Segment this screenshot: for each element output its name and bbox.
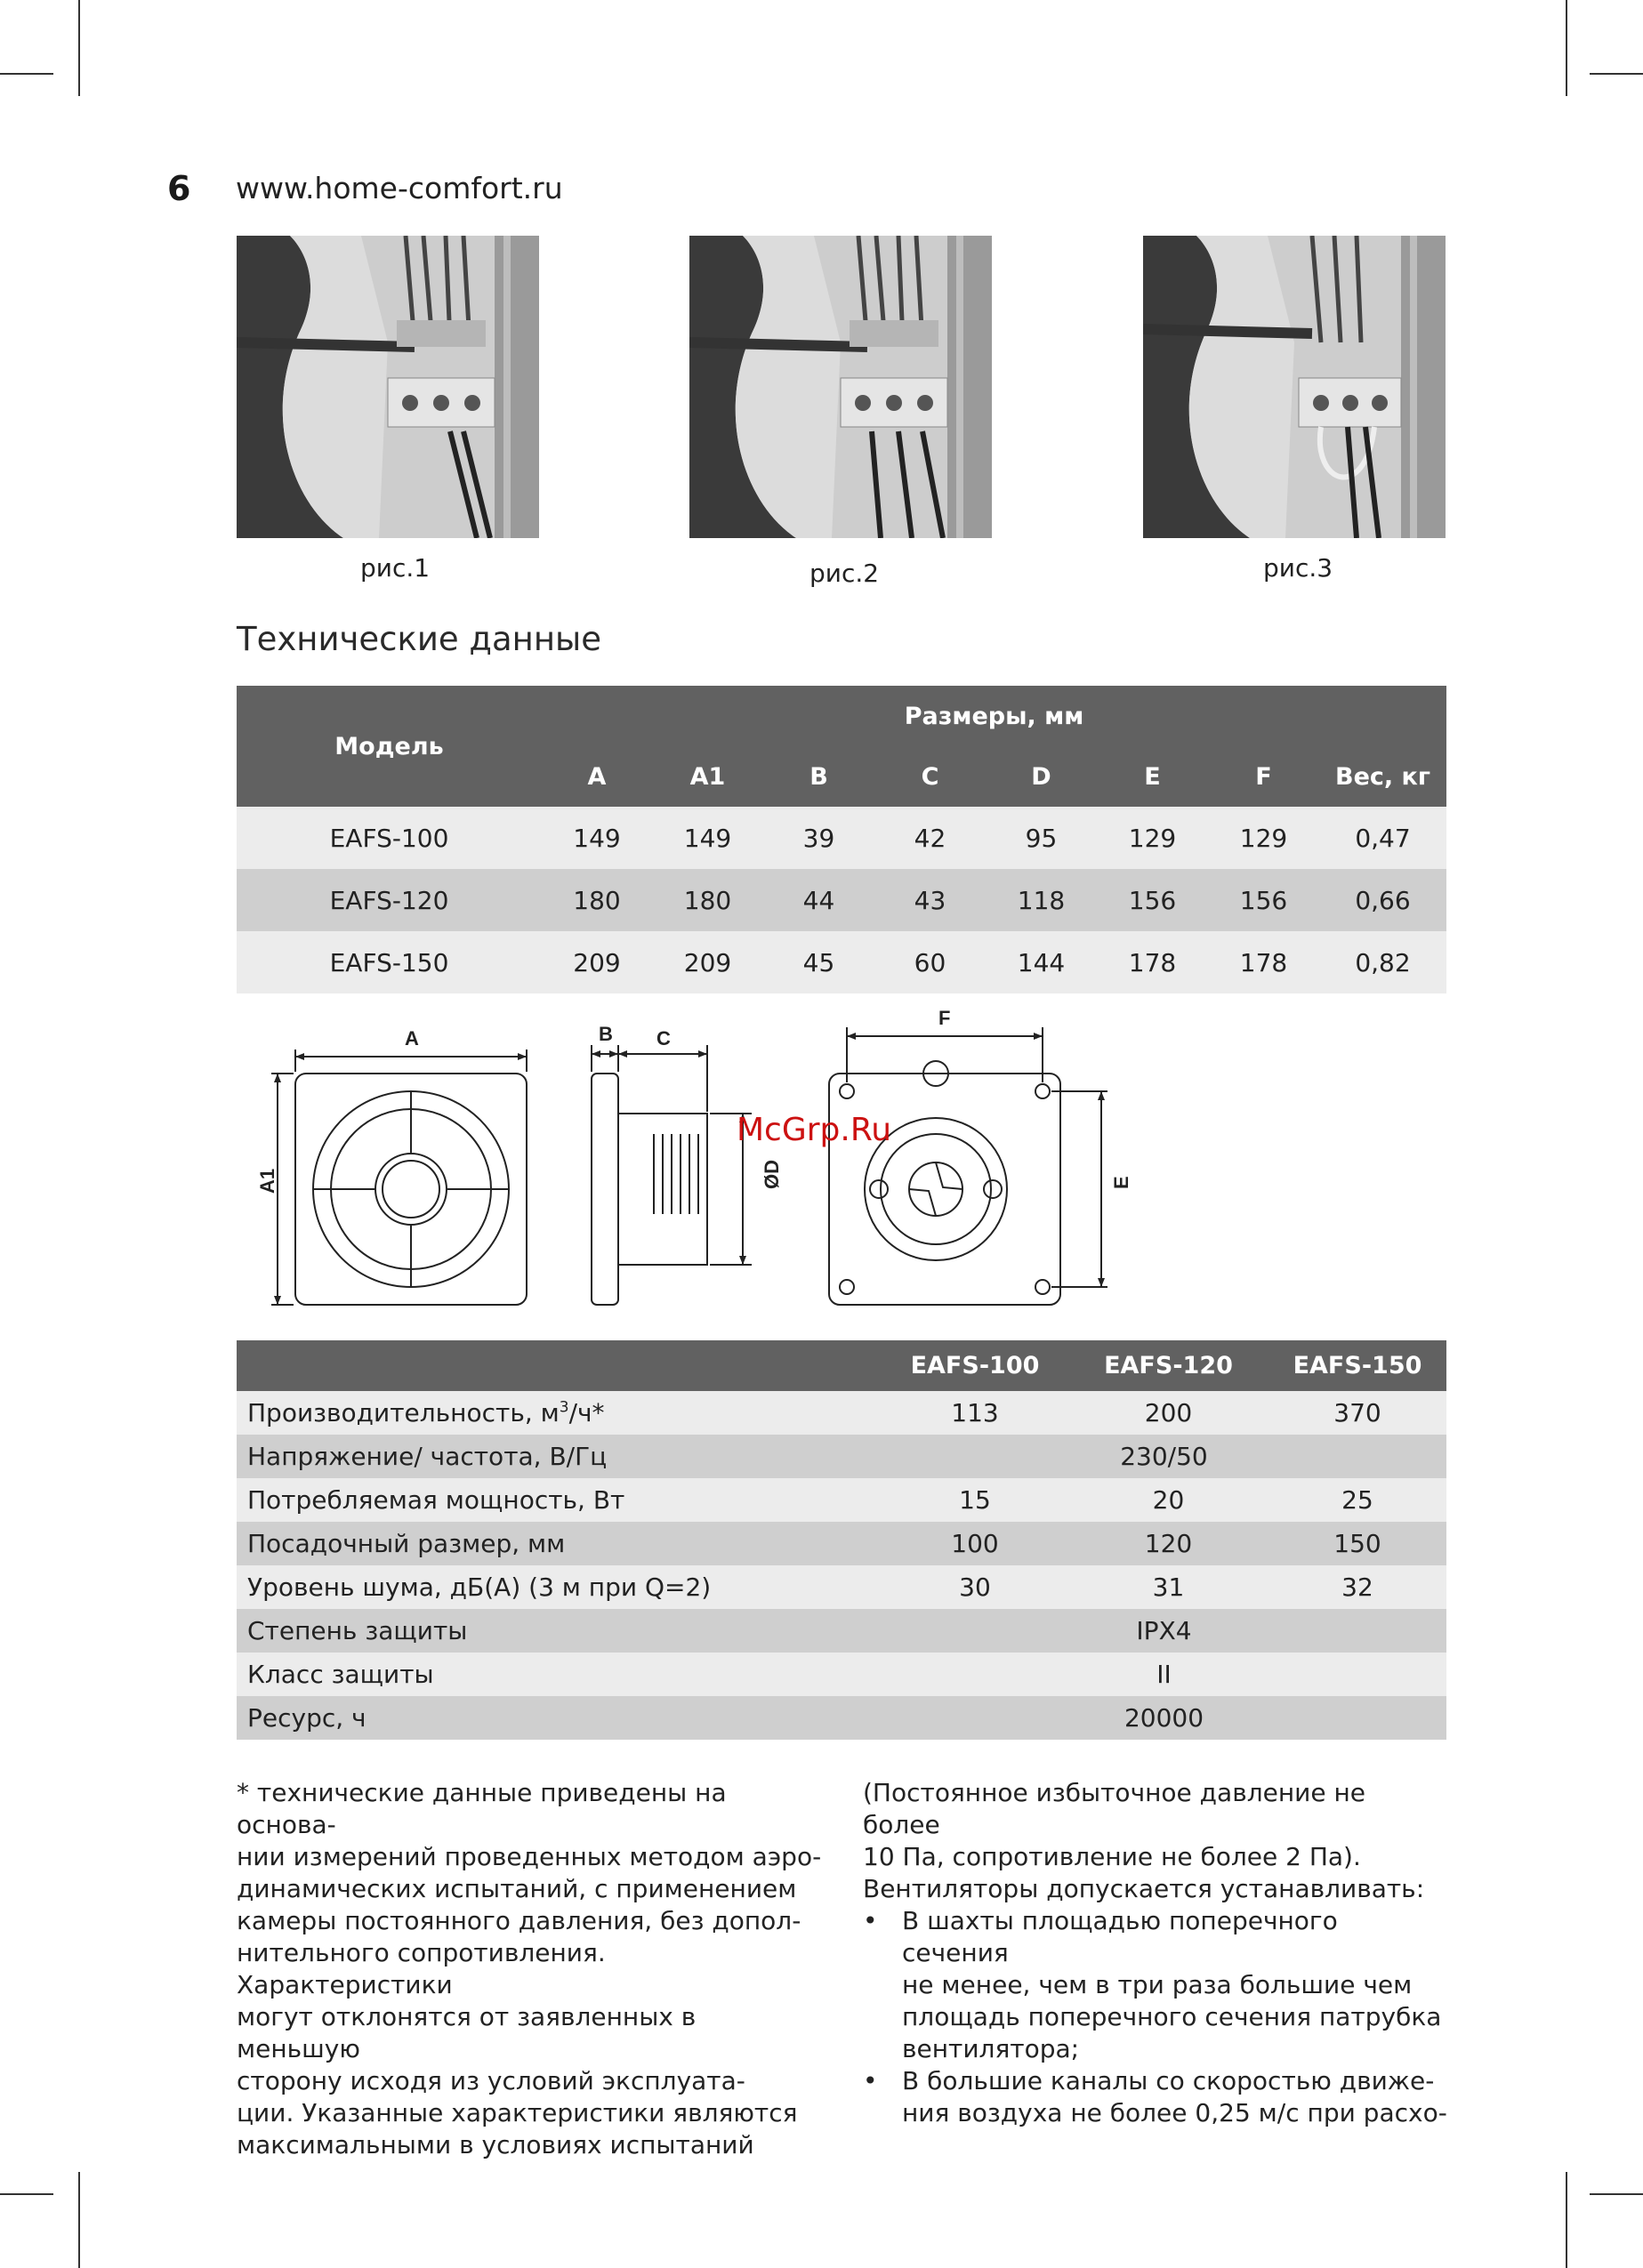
specs-table	[237, 1340, 1446, 1740]
table-cell: 25	[1268, 1478, 1446, 1522]
label-A1: A1	[256, 1168, 278, 1194]
table-row	[237, 1391, 1446, 1435]
footnote	[237, 1777, 824, 2161]
table-cell: 60	[874, 931, 986, 993]
spec-label: Напряжение/ частота, В/Гц	[237, 1435, 882, 1478]
table-cell: 120	[1068, 1522, 1268, 1565]
label-E: E	[1110, 1176, 1132, 1189]
page-number: 6	[167, 169, 191, 208]
column-header: EAFS-100	[882, 1340, 1068, 1391]
crop-mark	[0, 2193, 53, 2195]
table-cell: 209	[652, 931, 763, 993]
table-cell: 180	[652, 869, 763, 931]
spec-label: Посадочный размер, мм	[237, 1522, 882, 1565]
column-header: EAFS-120	[1068, 1340, 1268, 1391]
installation-notes	[863, 1777, 1450, 2129]
column-header: D	[986, 746, 1097, 807]
table-cell: 129	[1208, 807, 1319, 869]
label-A: A	[405, 1027, 419, 1050]
table-row	[237, 1609, 1446, 1653]
bullet-item	[863, 2065, 1450, 2129]
table-cell: 200	[1068, 1391, 1268, 1435]
notes-line: (Постоянное избыточное давление не более	[863, 1778, 1365, 1839]
sizes-group-header: Размеры, мм	[542, 686, 1446, 746]
table-cell: 39	[763, 807, 874, 869]
table-cell: 44	[763, 869, 874, 931]
watermark-text: McGrp.Ru	[737, 1112, 892, 1148]
figure-caption-1: рис.1	[360, 553, 431, 583]
spec-label: Ресурс, ч	[237, 1696, 882, 1740]
bullet-line: ния воздуха не более 0,25 м/с при расхо-	[902, 2098, 1447, 2127]
table-cell: 156	[1208, 869, 1319, 931]
table-cell: 30	[882, 1565, 1068, 1609]
table-row	[237, 1653, 1446, 1696]
table-cell: 149	[542, 807, 652, 869]
table-cell: 32	[1268, 1565, 1446, 1609]
figure-caption-3: рис.3	[1263, 553, 1333, 583]
spec-label	[237, 1391, 882, 1435]
table-row	[237, 869, 1446, 931]
footnote-line: ции. Указанные характеристики являются	[237, 2098, 798, 2127]
column-header: C	[874, 746, 986, 807]
table-row	[237, 1522, 1446, 1565]
spec-label: Степень защиты	[237, 1609, 882, 1653]
table-cell: 15	[882, 1478, 1068, 1522]
bullet-line: не менее, чем в три раза большие чем	[902, 1970, 1413, 1999]
wiring-photo-1	[237, 236, 539, 538]
table-cell: 370	[1268, 1391, 1446, 1435]
column-header: B	[763, 746, 874, 807]
dimensions-table	[237, 686, 1446, 993]
crop-mark	[1566, 0, 1567, 96]
footnote-line: * технические данные приведены на основа-	[237, 1778, 727, 1839]
dimension-drawing	[231, 996, 1148, 1325]
table-cell: 100	[882, 1522, 1068, 1565]
table-cell: 113	[882, 1391, 1068, 1435]
footnote-line: могут отклонятся от заявленных в меньшую	[237, 2002, 697, 2063]
notes-line: Вентиляторы допускается устанавливать:	[863, 1874, 1425, 1903]
table-cell: 129	[1097, 807, 1208, 869]
table-cell: 118	[986, 869, 1097, 931]
spec-label: Класс защиты	[237, 1653, 882, 1696]
crop-mark	[78, 0, 80, 96]
section-title: Технические данные	[237, 620, 601, 658]
table-cell: 95	[986, 807, 1097, 869]
spec-label-text: Производительность, м	[247, 1398, 560, 1428]
site-url: www.home-comfort.ru	[236, 171, 563, 205]
table-row	[237, 1565, 1446, 1609]
table-cell: 209	[542, 931, 652, 993]
crop-mark	[1566, 2172, 1567, 2268]
footnote-line: максимальными в условиях испытаний	[237, 2130, 754, 2159]
bullet-line: вентилятора;	[902, 2034, 1080, 2063]
label-D: ØD	[761, 1160, 783, 1189]
bullet-line: площадь поперечного сечения патрубка	[902, 2002, 1442, 2031]
label-C: C	[656, 1027, 671, 1050]
spec-label: Уровень шума, дБ(А) (3 м при Q=2)	[237, 1565, 882, 1609]
bullet-line: • В большие каналы со скоростью движе-	[902, 2066, 1435, 2095]
table-cell: 20	[1068, 1478, 1268, 1522]
table-cell: 149	[652, 807, 763, 869]
bullet-list	[863, 1905, 1450, 2129]
crop-mark	[78, 2172, 80, 2268]
notes-line: 10 Па, сопротивление не более 2 Па).	[863, 1842, 1361, 1871]
merged-cell: 20000	[882, 1696, 1446, 1740]
label-B: B	[599, 1023, 613, 1045]
model-cell: EAFS-150	[237, 931, 542, 993]
table-cell: 180	[542, 869, 652, 931]
table-cell: 150	[1268, 1522, 1446, 1565]
crop-mark	[1590, 2193, 1643, 2195]
footnote-line: нительного сопротивления. Характеристики	[237, 1938, 606, 1999]
column-header: A	[542, 746, 652, 807]
table-row	[237, 1435, 1446, 1478]
label-F: F	[938, 1007, 951, 1029]
column-header: E	[1097, 746, 1208, 807]
spec-label-tail: /ч*	[568, 1398, 605, 1428]
column-header: F	[1208, 746, 1319, 807]
spec-label: Потребляемая мощность, Вт	[237, 1478, 882, 1522]
footnote-line: динамических испытаний, с применением	[237, 1874, 797, 1903]
column-header: EAFS-150	[1268, 1340, 1446, 1391]
model-header: Модель	[237, 686, 542, 807]
footnote-line: нии измерений проведенных методом аэро-	[237, 1842, 822, 1871]
crop-mark	[1590, 73, 1643, 75]
table-cell: 0,82	[1319, 931, 1446, 993]
table-row	[237, 1478, 1446, 1522]
table-row	[237, 931, 1446, 993]
table-cell: 43	[874, 869, 986, 931]
merged-cell: 230/50	[882, 1435, 1446, 1478]
footnote-line: сторону исходя из условий эксплуата-	[237, 2066, 745, 2095]
table-row	[237, 1696, 1446, 1740]
bullet-line: • В шахты площадью поперечного сечения	[902, 1906, 1338, 1967]
table-cell: 156	[1097, 869, 1208, 931]
specs-header-blank	[237, 1340, 882, 1391]
merged-cell: II	[882, 1653, 1446, 1696]
table-cell: 31	[1068, 1565, 1268, 1609]
table-cell: 144	[986, 931, 1097, 993]
table-cell: 0,66	[1319, 869, 1446, 931]
table-cell: 42	[874, 807, 986, 869]
column-header: A1	[652, 746, 763, 807]
model-cell: EAFS-100	[237, 807, 542, 869]
table-cell: 178	[1208, 931, 1319, 993]
bullet-item	[863, 1905, 1450, 2065]
spec-label-superscript: 3	[559, 1398, 569, 1417]
footnote-line: камеры постоянного давления, без допол-	[237, 1906, 801, 1935]
figure-caption-2: рис.2	[809, 559, 880, 588]
model-cell: EAFS-120	[237, 869, 542, 931]
wiring-photo-3	[1143, 236, 1446, 538]
table-cell: 0,47	[1319, 807, 1446, 869]
wiring-photo-2	[689, 236, 992, 538]
table-cell: 45	[763, 931, 874, 993]
merged-cell: IPX4	[882, 1609, 1446, 1653]
table-row	[237, 807, 1446, 869]
table-cell: 178	[1097, 931, 1208, 993]
column-header: Вес, кг	[1319, 746, 1446, 807]
crop-mark	[0, 73, 53, 75]
